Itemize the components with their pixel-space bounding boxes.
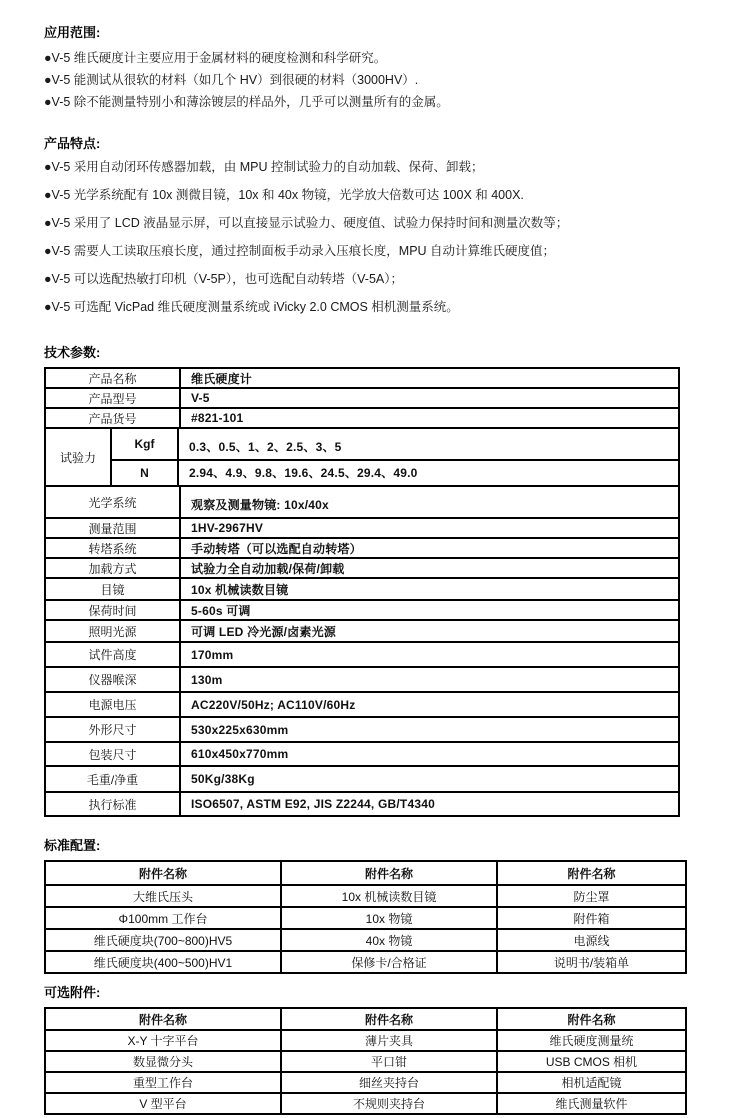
accessory-cell: 平口钳 (282, 1052, 498, 1071)
spec-value: 50Kg/38Kg (191, 772, 255, 786)
spec-label: 转塔系统 (46, 539, 181, 557)
spec-row (46, 765, 678, 791)
accessory-cell: X-Y 十字平台 (46, 1031, 282, 1050)
application-bullet-list (44, 47, 731, 113)
accessory-cell: 维氏硬度测量统 (549, 1034, 634, 1048)
spec-value: 610x450x770mm (191, 747, 289, 761)
accessory-row (46, 884, 685, 906)
section-title-features: 产品特点: (44, 136, 101, 151)
spec-label: 执行标准 (46, 793, 181, 815)
spec-value: V-5 (191, 391, 210, 405)
section-title-standard-config: 标准配置: (44, 838, 101, 853)
accessory-row (46, 1029, 685, 1050)
spec-value: 130m (191, 672, 223, 687)
spec-label: 加载方式 (46, 559, 181, 577)
bullet-item: ●V-5 光学系统配有 10x 测微目镜，10x 和 40x 物镜，光学放大倍数可达 100X 和 400X. (44, 188, 524, 202)
accessory-row (46, 928, 685, 950)
spec-row (46, 387, 678, 407)
bullet-item: ●V-5 需要人工读取压痕长度，通过控制面板手动录入压痕长度，MPU 自动计算维氏硬度值； (44, 244, 556, 258)
spec-row (46, 599, 678, 619)
bullet-item: ●V-5 能测试从很软的材料（如几个 HV）到很硬的材料（3000HV）. (44, 73, 419, 87)
spec-row (46, 557, 678, 577)
accessory-cell: 不规则夹持台 (282, 1094, 498, 1113)
accessory-cell: 维氏硬度块(700~800)HV5 (46, 930, 282, 950)
bullet-item: ●V-5 可以选配热敏打印机（V-5P），也可选配自动转塔（V-5A）； (44, 272, 403, 286)
accessory-cell: 维氏硬度块(400~500)HV1 (46, 952, 282, 972)
accessory-cell: 40x 物镜 (282, 930, 498, 950)
spec-value: 试验力全自动加载/保荷/卸载 (191, 561, 345, 576)
spec-row (46, 407, 678, 427)
spec-row (46, 716, 678, 741)
spec-row (46, 666, 678, 691)
accessory-cell: V 型平台 (46, 1094, 282, 1113)
section-specs (44, 342, 731, 817)
accessory-header-cell: 附件名称 (282, 862, 498, 884)
spec-row (46, 641, 678, 666)
accessory-cell: 保修卡/合格证 (282, 952, 498, 972)
spec-label: 试件高度 (46, 643, 181, 666)
accessory-row (46, 1050, 685, 1071)
accessory-cell: 薄片夹具 (282, 1031, 498, 1050)
spec-label: 产品名称 (46, 369, 181, 387)
spec-value: 手动转塔（可以选配自动转塔） (191, 541, 362, 556)
accessory-header-cell: 附件名称 (567, 1012, 616, 1027)
spec-subrows (112, 429, 678, 485)
accessory-cell: 电源线 (573, 933, 610, 948)
section-title-specs: 技术参数: (44, 345, 101, 360)
spec-unit-label: N (112, 461, 179, 485)
bullet-item: ●V-5 维氏硬度计主要应用于金属材料的硬度检测和科学研究。 (44, 51, 387, 65)
accessory-header-cell: 附件名称 (46, 862, 282, 884)
accessory-cell: 细丝夹持台 (282, 1073, 498, 1092)
accessory-row (46, 906, 685, 928)
spec-label: 测量范围 (46, 519, 181, 537)
spec-value: AC220V/50Hz; AC110V/60Hz (191, 697, 356, 712)
bullet-item: ●V-5 采用了 LCD 液晶显示屏，可以直接显示试验力、硬度值、试验力保持时间和测量次数等； (44, 216, 569, 230)
spec-row (46, 369, 678, 387)
bullet-item: ●V-5 采用自动闭环传感器加载，由 MPU 控制试验力的自动加载、保荷、卸载； (44, 160, 484, 174)
spec-row (46, 537, 678, 557)
section-features (44, 133, 731, 316)
accessory-header-cell: 附件名称 (567, 866, 616, 881)
spec-label: 产品型号 (46, 389, 181, 407)
spec-row (46, 517, 678, 537)
spec-row-test-force (46, 427, 678, 485)
spec-label: 保荷时间 (46, 601, 181, 619)
spec-label: 外形尺寸 (46, 718, 181, 741)
spec-row (46, 485, 678, 517)
spec-value: 170mm (191, 647, 234, 662)
spec-label: 产品货号 (46, 409, 181, 427)
accessory-cell: USB CMOS 相机 (545, 1055, 638, 1069)
spec-unit-label: Kgf (112, 429, 179, 459)
spec-value: 2.94、4.9、9.8、19.6、24.5、29.4、49.0 (189, 466, 418, 480)
spec-value: 观察及测量物镜: 10x/40x (191, 498, 329, 512)
spec-value: #821-101 (191, 411, 244, 425)
spec-value: 维氏硬度计 (191, 371, 253, 386)
accessory-cell: 10x 物镜 (282, 908, 498, 928)
optional-accessories-table (44, 1007, 687, 1115)
section-title-optional-accessories: 可选附件: (44, 985, 101, 1000)
spec-value: 1HV-2967HV (191, 521, 264, 535)
features-bullet-list (44, 158, 731, 316)
accessory-header-row (46, 1009, 685, 1029)
spec-row (46, 791, 678, 815)
section-application (44, 22, 731, 113)
spec-value: 530x225x630mm (191, 722, 289, 737)
spec-group-label: 试验力 (46, 429, 112, 485)
spec-sub-row (112, 429, 678, 459)
spec-value: 5-60s 可调 (191, 603, 251, 618)
accessory-header-row (46, 862, 685, 884)
section-title-application: 应用范围: (44, 25, 101, 40)
bullet-item: ●V-5 可选配 VicPad 维氏硬度测量系统或 iVicky 2.0 CMOS 相机测量系统。 (44, 300, 459, 314)
spec-row (46, 741, 678, 765)
accessory-cell: 维氏测量软件 (555, 1097, 628, 1111)
spec-value: 10x 机械读数目镜 (191, 582, 289, 597)
standard-config-table (44, 860, 687, 974)
accessory-row (46, 950, 685, 972)
spec-sub-row (112, 459, 678, 485)
accessory-cell: Φ100mm 工作台 (46, 908, 282, 928)
spec-label: 仪器喉深 (46, 668, 181, 691)
accessory-cell: 大维氏压头 (46, 886, 282, 906)
section-optional-accessories (44, 982, 731, 1115)
spec-value: ISO6507, ASTM E92, JIS Z2244, GB/T4340 (191, 797, 435, 811)
accessory-header-cell: 附件名称 (46, 1009, 282, 1029)
section-standard-config (44, 835, 731, 974)
accessory-cell: 重型工作台 (46, 1073, 282, 1092)
specs-table (44, 367, 680, 817)
spec-row (46, 691, 678, 716)
spec-value: 可调 LED 冷光源/卤素光源 (191, 624, 337, 639)
spec-label: 电源电压 (46, 693, 181, 716)
accessory-cell: 数显微分头 (46, 1052, 282, 1071)
accessory-cell: 附件箱 (573, 911, 610, 926)
spec-label: 包装尺寸 (46, 743, 181, 765)
accessory-row (46, 1092, 685, 1113)
accessory-cell: 防尘罩 (573, 889, 610, 904)
accessory-cell: 说明书/装箱单 (553, 955, 630, 970)
spec-row (46, 577, 678, 599)
spec-label: 光学系统 (46, 487, 181, 517)
spec-label: 目镜 (46, 579, 181, 599)
spec-value: 0.3、0.5、1、2、2.5、3、5 (189, 440, 342, 454)
accessory-row (46, 1071, 685, 1092)
spec-label: 毛重/净重 (46, 767, 181, 791)
spec-label: 照明光源 (46, 621, 181, 641)
accessory-header-cell: 附件名称 (282, 1009, 498, 1029)
bullet-item: ●V-5 除不能测量特别小和薄涂镀层的样品外，几乎可以测量所有的金属。 (44, 95, 449, 109)
accessory-cell: 10x 机械读数目镜 (282, 886, 498, 906)
spec-row (46, 619, 678, 641)
accessory-cell: 相机适配镜 (561, 1076, 622, 1090)
